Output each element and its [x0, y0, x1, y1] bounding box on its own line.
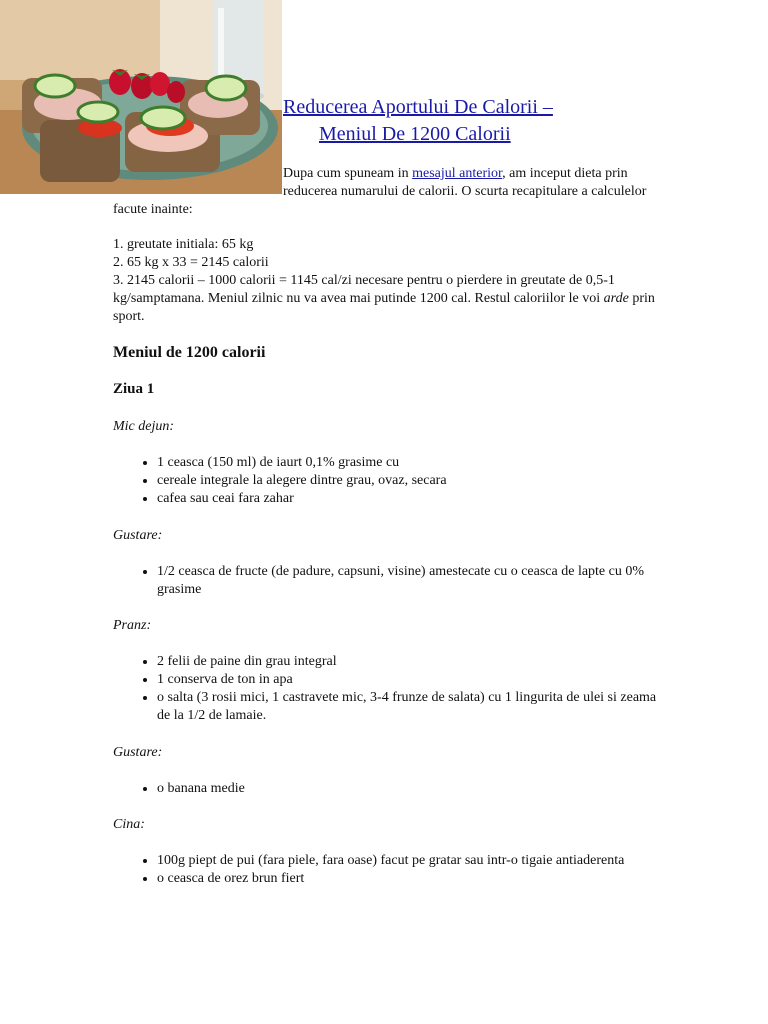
meal-label: Cina:: [113, 817, 145, 832]
list-item: • cereale integrale la alegere dintre grau, ovaz, secara: [157, 472, 658, 490]
list-item: • 2 felii de paine din grau integral: [157, 653, 658, 671]
calc-line-3: [113, 272, 658, 326]
calculation-block: [113, 236, 658, 326]
meal-items: [113, 852, 658, 888]
list-item: • 1/2 ceasca de fructe (de padure, capsuni, visine) amestecate cu o ceasca de lapte cu 0% grasime: [157, 563, 658, 599]
article-title[interactable]: [283, 94, 743, 148]
meal-lunch: [113, 617, 658, 725]
list-item: • 1 conserva de ton in apa: [157, 671, 658, 689]
meal-items: [113, 653, 658, 725]
list-item: • 1 ceasca (150 ml) de iaurt 0,1% grasime cu: [157, 454, 658, 472]
meal-label: Pranz:: [113, 618, 152, 633]
list-item: • o banana medie: [157, 780, 658, 798]
meal-label: Mic dejun:: [113, 419, 175, 434]
title-line-1: Reducerea Aportului De Calorii –: [283, 96, 553, 118]
meal-items: [113, 780, 658, 798]
meal-label: Gustare:: [113, 528, 163, 543]
list-item: • 100g piept de pui (fara piele, fara oase) facut pe gratar sau intr-o tigaie antiaderenta: [157, 852, 658, 870]
meal-breakfast: [113, 418, 658, 508]
intro-text-after: , am inceput dieta prin reducerea numarului de calorii. O scurta recapitulare a calculelor facute inainte:: [113, 166, 647, 217]
meal-items: [113, 454, 658, 508]
intro-text-before: Dupa cum spuneam in: [283, 166, 413, 181]
list-item: • o ceasca de orez brun fiert: [157, 870, 658, 888]
title-line-2: Meniul De 1200 Calorii: [319, 123, 511, 145]
calc-line-2: 2. 65 kg x 33 = 2145 calorii: [113, 255, 269, 270]
list-item: • cafea sau ceai fara zahar: [157, 490, 658, 508]
calc-line-1: 1. greutate initiala: 65 kg: [113, 237, 254, 252]
meal-dinner: [113, 816, 658, 888]
calc-line-3-end: prin sport.: [113, 291, 655, 324]
meal-snack-2: [113, 744, 658, 798]
previous-post-link[interactable]: mesajul anterior: [412, 166, 503, 181]
intro-paragraph: [113, 165, 658, 219]
meal-label: Gustare:: [113, 745, 163, 760]
meal-items: [113, 563, 658, 599]
calc-line-3-text: 3. 2145 calorii – 1000 calorii = 1145 cal/zi necesare pentru o pierdere in greutate de 0,5-1 kg/samptamana. Meniul zilnic nu va avea mai putinde 1200 cal. Restul caloriilor le voi: [113, 273, 615, 306]
article-title-link[interactable]: [283, 96, 743, 148]
list-item: • o salta (3 rosii mici, 1 castravete mic, 3-4 frunze de salata) cu 1 lingurita de ulei si zeama de la 1/2 de lamaie.: [157, 689, 658, 725]
meal-snack-1: [113, 527, 658, 599]
day-heading: Ziua 1: [113, 381, 155, 397]
menu-heading: Meniul de 1200 calorii: [113, 344, 266, 361]
calc-line-3-emphasis: arde: [603, 291, 629, 306]
